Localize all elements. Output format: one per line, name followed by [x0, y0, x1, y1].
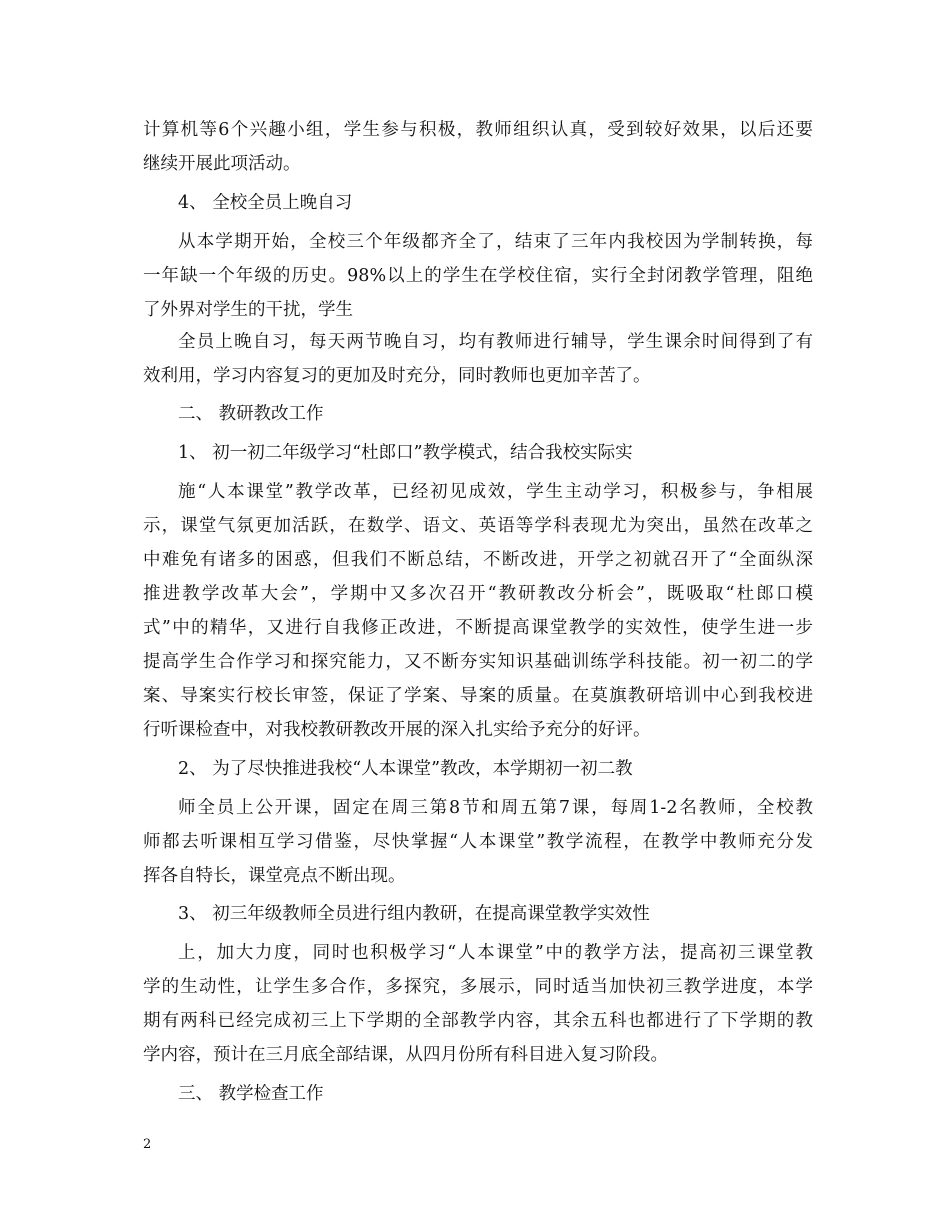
numbered-item-heading: 2、 为了尽快推进我校“人本课堂”教改，本学期初一初二教 — [178, 759, 633, 779]
body-text-line: 推进教学改革大会”，学期中又多次召开“教研教改分析会”，既吸取“杜郎口模 — [143, 584, 813, 604]
body-text-line: 了外界对学生的干扰，学生 — [143, 300, 353, 320]
numbered-item-heading: 3、 初三年级教师全员进行组内教研，在提高课堂教学实效性 — [178, 904, 650, 924]
paragraph-first-line: 师全员上公开课，固定在周三第8节和周五第7课，每周1-2名教师，全校教 — [178, 798, 813, 818]
paragraph-first-line: 从本学期开始，全校三个年级都齐全了，结束了三年内我校因为学制转换，每 — [178, 232, 813, 252]
body-text-line: 师都去听课相互学习借鉴，尽快掌握“人本课堂”教学流程，在教学中教师充分发 — [143, 832, 813, 852]
body-text-line: 提高学生合作学习和探究能力，又不断夯实知识基础训练学科技能。初一初二的学 — [143, 652, 813, 672]
body-text-line: 中难免有诸多的困惑，但我们不断总结，不断改进，开学之初就召开了“全面纵深 — [143, 550, 813, 570]
body-text-line: 计算机等6个兴趣小组，学生参与积极，教师组织认真，受到较好效果，以后还要 — [143, 120, 813, 140]
body-text-line: 挥各自特长，课堂亮点不断出现。 — [143, 866, 406, 886]
paragraph-first-line: 施“人本课堂”教学改革，已经初见成效，学生主动学习，积极参与，争相展 — [178, 482, 813, 502]
paragraph-first-line: 上，加大力度，同时也积极学习“人本课堂”中的教学方法，提高初三课堂教 — [178, 943, 813, 963]
section-heading: 三、 教学检查工作 — [178, 1084, 324, 1104]
section-heading: 4、 全校全员上晚自习 — [178, 193, 353, 213]
body-text-line: 效利用，学习内容复习的更加及时充分，同时教师也更加辛苦了。 — [143, 366, 651, 386]
body-text-line: 行听课检查中，对我校教研教改开展的深入扎实给予充分的好评。 — [143, 720, 651, 740]
body-text-line: 式”中的精华，又进行自我修正改进，不断提高课堂教学的实效性，使学生进一步 — [143, 618, 813, 638]
body-text-line: 继续开展此项活动。 — [143, 154, 301, 174]
page-number: 2 — [143, 1137, 152, 1152]
body-text-line: 期有两科已经完成初三上下学期的全部教学内容，其余五科也都进行了下学期的教 — [143, 1011, 813, 1031]
numbered-item-heading: 1、 初一初二年级学习“杜郎口”教学模式，结合我校实际实 — [178, 443, 633, 463]
body-text-line: 一年缺一个年级的历史。98%以上的学生在学校住宿，实行全封闭教学管理，阻绝 — [143, 266, 813, 286]
paragraph-first-line: 全员上晚自习，每天两节晚自习，均有教师进行辅导，学生课余时间得到了有 — [178, 332, 813, 352]
body-text-line: 学的生动性，让学生多合作，多探究，多展示，同时适当加快初三教学进度，本学 — [143, 977, 813, 997]
body-text-line: 示，课堂气氛更加活跃，在数学、语文、英语等学科表现尤为突出，虽然在改革之 — [143, 516, 813, 536]
body-text-line: 案、导案实行校长审签，保证了学案、导案的质量。在莫旗教研培训中心到我校进 — [143, 686, 813, 706]
section-heading: 二、 教研教改工作 — [178, 404, 324, 424]
body-text-line: 学内容，预计在三月底全部结课，从四月份所有科目进入复习阶段。 — [143, 1045, 668, 1065]
